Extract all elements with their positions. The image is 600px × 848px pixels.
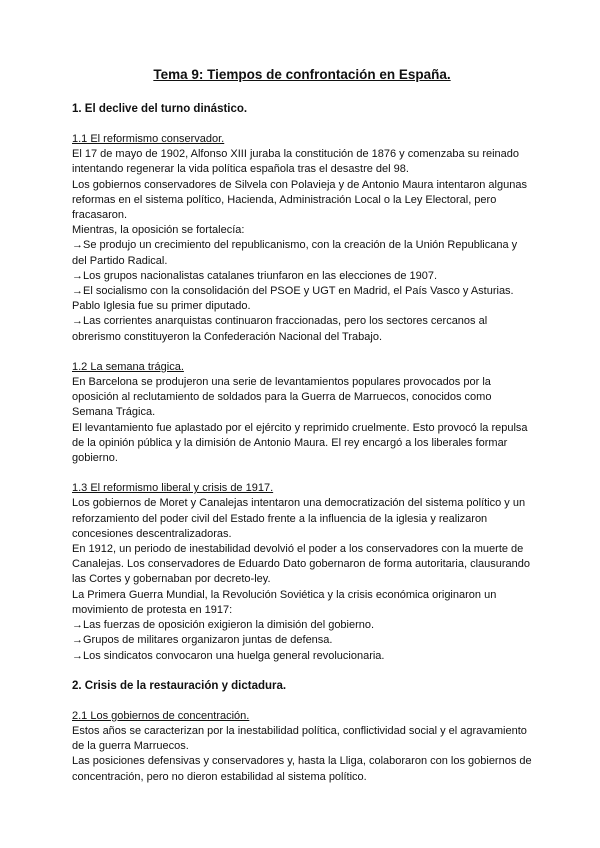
subsection-heading: 2.1 Los gobiernos de concentración. xyxy=(72,709,250,722)
subsection-2-1 xyxy=(72,709,532,785)
section-heading: 2. Crisis de la restauración y dictadura. xyxy=(72,679,287,692)
page-title: Tema 9: Tiempos de confrontación en España. xyxy=(153,67,451,82)
subsection-1-3 xyxy=(72,481,532,663)
subsection-heading: 1.2 La semana trágica. xyxy=(72,360,184,373)
paragraph: Las posiciones defensivas y conservadores y, hasta la Lliga, colaboraron con los gobiernos de concentración, pero no dieron estabilidad al sistema político. xyxy=(72,755,532,783)
bullet-item: →Las corrientes anarquistas continuaron fraccionadas, pero los sectores cercanos al obrerismo constituyeron la Confederación Nacional del Trabajo. xyxy=(72,315,488,343)
section-heading: 1. El declive del turno dinástico. xyxy=(72,103,248,115)
section-2 xyxy=(72,679,532,785)
subsection-heading: 1.3 El reformismo liberal y crisis de 1917. xyxy=(72,482,274,495)
subsection-1-2 xyxy=(72,360,532,466)
paragraph: En 1912, un periodo de inestabilidad devolvió el poder a los conservadores con la muerte de Canalejas. Los conservadores de Eduardo Dato gobernaron de forma autoritaria, clausurando las Cortes y gobernaban por decreto-ley. xyxy=(72,543,531,586)
paragraph: El 17 de mayo de 1902, Alfonso XIII juraba la constitución de 1876 y comenzaba su reinado intentando regenerar la vida política española tras el desastre del 98. xyxy=(72,148,520,176)
paragraph: La Primera Guerra Mundial, la Revolución Soviética y la crisis económica originaron un movimiento de protesta en 1917: xyxy=(72,588,497,616)
paragraph: El levantamiento fue aplastado por el ejército y reprimido cruelmente. Esto provocó la repulsa de la opinión pública y la dimisión de Antonio Maura. El rey encargó a los liberales formar gobierno. xyxy=(72,421,528,465)
bullet-item: →El socialismo con la consolidación del PSOE y UGT en Madrid, el País Vasco y Asturias. Pablo Iglesia fue su primer diputado. xyxy=(72,285,514,313)
paragraph: En Barcelona se produjeron una serie de levantamientos populares provocados por la oposición al reclutamiento de soldados para la Guerra de Marruecos, conocidos como Semana Trágica. xyxy=(72,376,492,419)
bullet-item: →Las fuerzas de oposición exigieron la dimisión del gobierno. xyxy=(72,619,375,632)
bullet-item: →Los sindicatos convocaron una huelga general revolucionaria. xyxy=(72,649,385,662)
paragraph: Los gobiernos conservadores de Silvela con Polavieja y de Antonio Maura intentaron algunas reformas en el sistema político, Hacienda, Administración Local o la Ley Electoral, pero fracasaron. xyxy=(72,178,527,222)
paragraph: Los gobiernos de Moret y Canalejas intentaron una democratización del sistema político y un reforzamiento del poder civil del Estado frente a la influencia de la iglesia y realizaron concesiones descentralizadoras. xyxy=(72,497,526,540)
document-page xyxy=(72,66,532,800)
bullet-item: →Se produjo un crecimiento del republicanismo, con la creación de la Unión Republicana y del Partido Radical. xyxy=(72,239,518,267)
section-1 xyxy=(72,102,532,664)
subsection-heading: 1.1 El reformismo conservador. xyxy=(72,133,225,145)
bullet-item: →Grupos de militares organizaron juntas de defensa. xyxy=(72,634,333,647)
bullet-item: →Los grupos nacionalistas catalanes triunfaron en las elecciones de 1907. xyxy=(72,269,438,282)
subsection-1-1 xyxy=(72,132,532,345)
paragraph: Estos años se caracterizan por la inestabilidad política, conflictividad social y el agravamiento de la guerra Marruecos. xyxy=(72,724,527,753)
paragraph: Mientras, la oposición se fortalecía: xyxy=(72,224,245,237)
